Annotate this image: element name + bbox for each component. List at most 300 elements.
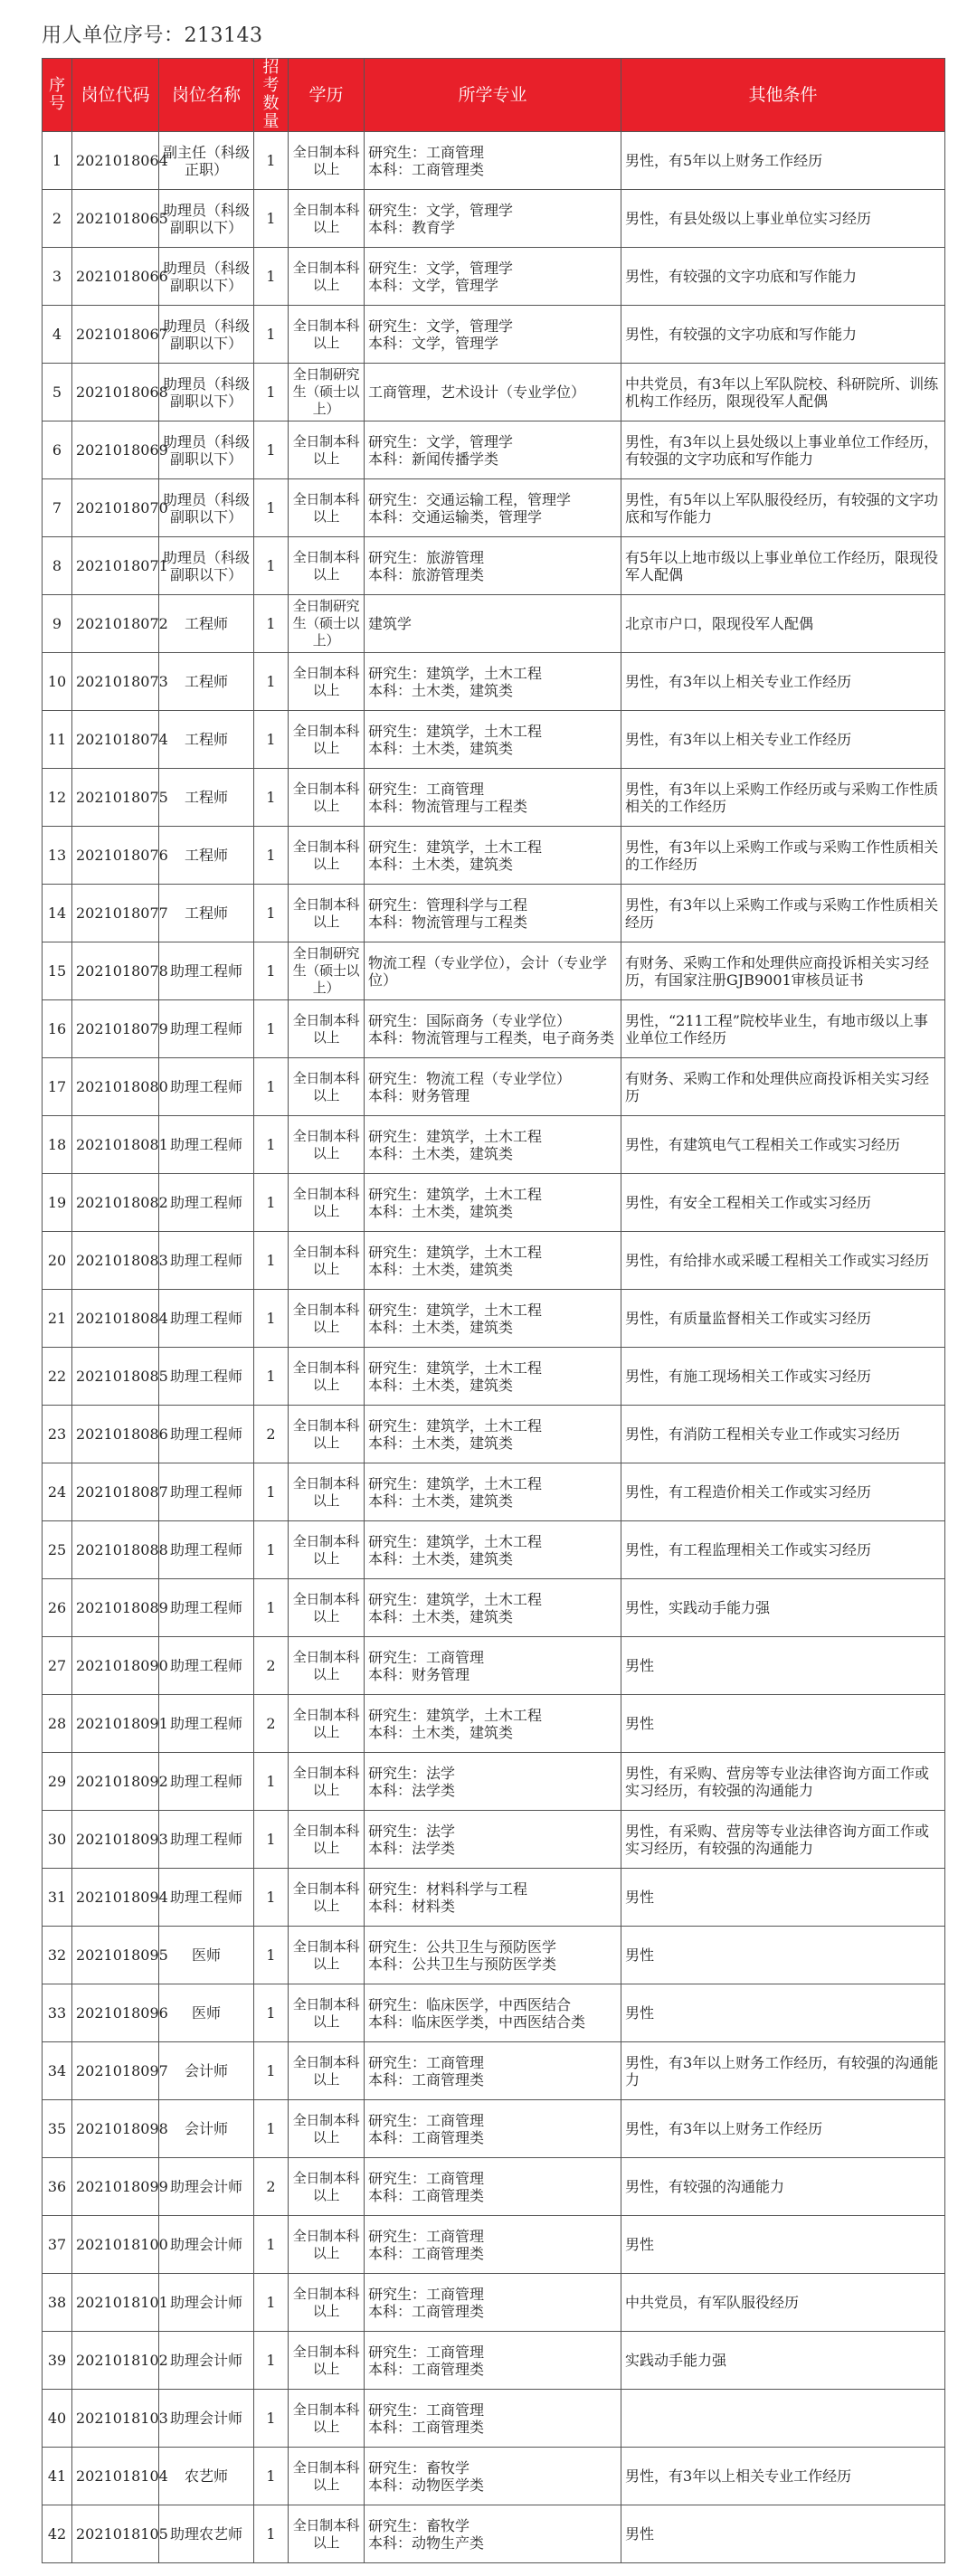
cell-no: 3 — [43, 248, 72, 306]
cell-no: 34 — [43, 2042, 72, 2100]
cell-major: 研究生：畜牧学 本科：动物医学类 — [365, 2448, 621, 2505]
table-row — [43, 1000, 945, 1058]
cell-major: 研究生：建筑学，土木工程 本科：土木类，建筑类 — [365, 1174, 621, 1232]
cell-major: 研究生：建筑学，土木工程 本科：土木类，建筑类 — [365, 1695, 621, 1753]
cell-education: 全日制研究生（硕士以上） — [289, 364, 365, 421]
cell-count: 1 — [254, 2216, 289, 2274]
cell-code: 2021018080 — [72, 1058, 159, 1116]
cell-education: 全日制本科以上 — [289, 479, 365, 537]
cell-count: 1 — [254, 1579, 289, 1637]
cell-position-name: 助理工程师 — [159, 1232, 254, 1290]
cell-education: 全日制本科以上 — [289, 1579, 365, 1637]
cell-count: 1 — [254, 1058, 289, 1116]
cell-count: 1 — [254, 1869, 289, 1927]
cell-education: 全日制本科以上 — [289, 2042, 365, 2100]
cell-no: 12 — [43, 769, 72, 827]
cell-other-conditions: 男性 — [621, 2216, 945, 2274]
cell-code: 2021018085 — [72, 1348, 159, 1406]
cell-position-name: 助理工程师 — [159, 1058, 254, 1116]
cell-code: 2021018069 — [72, 421, 159, 479]
cell-code: 2021018067 — [72, 306, 159, 364]
table-row — [43, 1406, 945, 1463]
cell-code: 2021018074 — [72, 711, 159, 769]
cell-other-conditions: 男性 — [621, 1637, 945, 1695]
cell-position-name: 医师 — [159, 1927, 254, 1984]
table-row — [43, 2505, 945, 2563]
cell-other-conditions: 有5年以上地市级以上事业单位工作经历，限现役军人配偶 — [621, 537, 945, 595]
cell-count: 2 — [254, 1406, 289, 1463]
cell-no: 2 — [43, 190, 72, 248]
cell-no: 13 — [43, 827, 72, 885]
cell-education: 全日制本科以上 — [289, 1290, 365, 1348]
cell-other-conditions: 男性 — [621, 1984, 945, 2042]
cell-major: 研究生：建筑学，土木工程 本科：土木类，建筑类 — [365, 653, 621, 711]
cell-code: 2021018094 — [72, 1869, 159, 1927]
cell-other-conditions: 男性，有3年以上采购工作或与采购工作性质相关经历 — [621, 885, 945, 942]
cell-count: 1 — [254, 1116, 289, 1174]
cell-major: 研究生：文学，管理学 本科：文学，管理学 — [365, 248, 621, 306]
cell-position-name: 助理员（科级副职以下） — [159, 479, 254, 537]
cell-position-name: 工程师 — [159, 653, 254, 711]
cell-other-conditions: 男性，有质量监督相关工作或实习经历 — [621, 1290, 945, 1348]
cell-no: 11 — [43, 711, 72, 769]
cell-no: 25 — [43, 1521, 72, 1579]
cell-other-conditions: 男性，有较强的文字功底和写作能力 — [621, 248, 945, 306]
table-row — [43, 1348, 945, 1406]
table-row — [43, 306, 945, 364]
cell-education: 全日制本科以上 — [289, 2158, 365, 2216]
cell-other-conditions: 男性，有3年以上财务工作经历 — [621, 2100, 945, 2158]
cell-code: 2021018102 — [72, 2332, 159, 2390]
cell-major: 研究生：交通运输工程，管理学 本科：交通运输类，管理学 — [365, 479, 621, 537]
table-row — [43, 595, 945, 653]
table-row — [43, 132, 945, 190]
cell-major: 建筑学 — [365, 595, 621, 653]
cell-major: 研究生：旅游管理 本科：旅游管理类 — [365, 537, 621, 595]
cell-code: 2021018097 — [72, 2042, 159, 2100]
header-major: 所学专业 — [365, 59, 621, 132]
cell-code: 2021018072 — [72, 595, 159, 653]
cell-major: 研究生：建筑学，土木工程 本科：土木类，建筑类 — [365, 1579, 621, 1637]
cell-other-conditions: 男性，有安全工程相关工作或实习经历 — [621, 1174, 945, 1232]
cell-other-conditions: 男性，有3年以上相关专业工作经历 — [621, 653, 945, 711]
cell-other-conditions: 男性，有3年以上采购工作经历或与采购工作性质相关的工作经历 — [621, 769, 945, 827]
cell-education: 全日制本科以上 — [289, 2448, 365, 2505]
cell-education: 全日制本科以上 — [289, 132, 365, 190]
cell-count: 1 — [254, 653, 289, 711]
table-row — [43, 769, 945, 827]
unit-number-label: 用人单位序号：213143 — [42, 24, 263, 47]
cell-no: 23 — [43, 1406, 72, 1463]
table-row — [43, 827, 945, 885]
cell-major: 研究生：临床医学，中西医结合 本科：临床医学类，中西医结合类 — [365, 1984, 621, 2042]
cell-other-conditions: 男性，有较强的文字功底和写作能力 — [621, 306, 945, 364]
header-count: 招考数量 — [254, 59, 289, 132]
cell-code: 2021018090 — [72, 1637, 159, 1695]
cell-count: 1 — [254, 306, 289, 364]
cell-count: 1 — [254, 1463, 289, 1521]
cell-code: 2021018098 — [72, 2100, 159, 2158]
table-row — [43, 1869, 945, 1927]
table-row — [43, 2158, 945, 2216]
table-row — [43, 1927, 945, 1984]
cell-major: 研究生：法学 本科：法学类 — [365, 1811, 621, 1869]
cell-code: 2021018091 — [72, 1695, 159, 1753]
cell-education: 全日制本科以上 — [289, 1116, 365, 1174]
cell-position-name: 助理员（科级副职以下） — [159, 190, 254, 248]
cell-no: 17 — [43, 1058, 72, 1116]
cell-major: 研究生：工商管理 本科：工商管理类 — [365, 2332, 621, 2390]
cell-count: 1 — [254, 1984, 289, 2042]
cell-code: 2021018093 — [72, 1811, 159, 1869]
cell-code: 2021018075 — [72, 769, 159, 827]
cell-count: 1 — [254, 1290, 289, 1348]
cell-count: 1 — [254, 1753, 289, 1811]
header-no: 序号 — [43, 59, 72, 132]
cell-education: 全日制本科以上 — [289, 1348, 365, 1406]
cell-education: 全日制本科以上 — [289, 306, 365, 364]
table-row — [43, 885, 945, 942]
cell-position-name: 助理员（科级副职以下） — [159, 306, 254, 364]
cell-education: 全日制本科以上 — [289, 2332, 365, 2390]
cell-position-name: 助理员（科级副职以下） — [159, 364, 254, 421]
cell-code: 2021018087 — [72, 1463, 159, 1521]
cell-count: 1 — [254, 827, 289, 885]
table-row — [43, 2332, 945, 2390]
cell-other-conditions: 中共党员，有3年以上军队院校、科研院所、训练机构工作经历，限现役军人配偶 — [621, 364, 945, 421]
cell-education: 全日制本科以上 — [289, 2390, 365, 2448]
cell-other-conditions — [621, 2390, 945, 2448]
cell-code: 2021018086 — [72, 1406, 159, 1463]
cell-position-name: 助理员（科级副职以下） — [159, 537, 254, 595]
cell-no: 19 — [43, 1174, 72, 1232]
cell-major: 研究生：工商管理 本科：工商管理类 — [365, 2274, 621, 2332]
cell-count: 1 — [254, 1811, 289, 1869]
cell-position-name: 助理工程师 — [159, 942, 254, 1000]
cell-position-name: 助理工程师 — [159, 1695, 254, 1753]
cell-education: 全日制本科以上 — [289, 1927, 365, 1984]
cell-education: 全日制本科以上 — [289, 769, 365, 827]
table-row — [43, 1637, 945, 1695]
cell-no: 35 — [43, 2100, 72, 2158]
table-row — [43, 1463, 945, 1521]
cell-no: 10 — [43, 653, 72, 711]
cell-education: 全日制研究生（硕士以上） — [289, 595, 365, 653]
cell-other-conditions: 男性，有给排水或采暖工程相关工作或实习经历 — [621, 1232, 945, 1290]
cell-no: 37 — [43, 2216, 72, 2274]
cell-count: 2 — [254, 1637, 289, 1695]
cell-no: 9 — [43, 595, 72, 653]
cell-education: 全日制本科以上 — [289, 1521, 365, 1579]
cell-code: 2021018082 — [72, 1174, 159, 1232]
cell-other-conditions: 男性 — [621, 1695, 945, 1753]
table-row — [43, 1521, 945, 1579]
cell-code: 2021018096 — [72, 1984, 159, 2042]
table-row — [43, 1232, 945, 1290]
table-row — [43, 1811, 945, 1869]
cell-major: 研究生：国际商务（专业学位） 本科：物流管理与工程类，电子商务类 — [365, 1000, 621, 1058]
cell-no: 16 — [43, 1000, 72, 1058]
cell-no: 42 — [43, 2505, 72, 2563]
cell-no: 41 — [43, 2448, 72, 2505]
cell-education: 全日制本科以上 — [289, 2216, 365, 2274]
table-row — [43, 942, 945, 1000]
cell-count: 1 — [254, 885, 289, 942]
cell-no: 7 — [43, 479, 72, 537]
cell-no: 14 — [43, 885, 72, 942]
cell-other-conditions: 男性，有3年以上相关专业工作经历 — [621, 711, 945, 769]
cell-major: 研究生：公共卫生与预防医学 本科：公共卫生与预防医学类 — [365, 1927, 621, 1984]
cell-position-name: 助理工程师 — [159, 1116, 254, 1174]
cell-education: 全日制本科以上 — [289, 653, 365, 711]
cell-code: 2021018092 — [72, 1753, 159, 1811]
table-row — [43, 1174, 945, 1232]
cell-position-name: 助理农艺师 — [159, 2505, 254, 2563]
cell-other-conditions: 男性，“211工程”院校毕业生，有地市级以上事业单位工作经历 — [621, 1000, 945, 1058]
cell-count: 2 — [254, 2158, 289, 2216]
cell-position-name: 助理员（科级副职以下） — [159, 248, 254, 306]
cell-other-conditions: 有财务、采购工作和处理供应商投诉相关实习经历 — [621, 1058, 945, 1116]
cell-count: 1 — [254, 132, 289, 190]
cell-other-conditions: 男性，有工程造价相关工作或实习经历 — [621, 1463, 945, 1521]
table-row — [43, 1695, 945, 1753]
cell-count: 1 — [254, 2100, 289, 2158]
cell-education: 全日制本科以上 — [289, 1984, 365, 2042]
cell-no: 32 — [43, 1927, 72, 1984]
cell-count: 1 — [254, 2505, 289, 2563]
cell-count: 1 — [254, 2390, 289, 2448]
cell-major: 研究生：工商管理 本科：工商管理类 — [365, 132, 621, 190]
cell-no: 40 — [43, 2390, 72, 2448]
cell-no: 27 — [43, 1637, 72, 1695]
cell-major: 研究生：工商管理 本科：工商管理类 — [365, 2216, 621, 2274]
cell-code: 2021018064 — [72, 132, 159, 190]
cell-position-name: 助理工程师 — [159, 1406, 254, 1463]
cell-no: 31 — [43, 1869, 72, 1927]
cell-other-conditions: 实践动手能力强 — [621, 2332, 945, 2390]
cell-count: 1 — [254, 1348, 289, 1406]
cell-no: 29 — [43, 1753, 72, 1811]
cell-count: 1 — [254, 769, 289, 827]
cell-position-name: 助理员（科级副职以下） — [159, 421, 254, 479]
cell-count: 1 — [254, 1232, 289, 1290]
cell-no: 39 — [43, 2332, 72, 2390]
cell-position-name: 工程师 — [159, 595, 254, 653]
cell-major: 研究生：文学，管理学 本科：新闻传播学类 — [365, 421, 621, 479]
cell-education: 全日制本科以上 — [289, 1811, 365, 1869]
cell-education: 全日制本科以上 — [289, 2274, 365, 2332]
cell-major: 研究生：畜牧学 本科：动物生产类 — [365, 2505, 621, 2563]
cell-education: 全日制本科以上 — [289, 1058, 365, 1116]
cell-position-name: 助理工程师 — [159, 1521, 254, 1579]
cell-education: 全日制本科以上 — [289, 537, 365, 595]
cell-code: 2021018103 — [72, 2390, 159, 2448]
cell-major: 研究生：工商管理 本科：工商管理类 — [365, 2390, 621, 2448]
cell-count: 1 — [254, 537, 289, 595]
cell-no: 5 — [43, 364, 72, 421]
cell-education: 全日制本科以上 — [289, 2100, 365, 2158]
cell-count: 1 — [254, 248, 289, 306]
cell-position-name: 助理工程师 — [159, 1290, 254, 1348]
cell-education: 全日制本科以上 — [289, 827, 365, 885]
cell-position-name: 助理工程师 — [159, 1174, 254, 1232]
table-row — [43, 653, 945, 711]
table-row — [43, 537, 945, 595]
cell-count: 1 — [254, 1521, 289, 1579]
cell-position-name: 助理会计师 — [159, 2158, 254, 2216]
header-code: 岗位代码 — [72, 59, 159, 132]
cell-no: 20 — [43, 1232, 72, 1290]
cell-major: 物流工程（专业学位），会计（专业学位） — [365, 942, 621, 1000]
header-edu: 学历 — [289, 59, 365, 132]
cell-position-name: 工程师 — [159, 827, 254, 885]
cell-code: 2021018071 — [72, 537, 159, 595]
cell-count: 1 — [254, 595, 289, 653]
cell-education: 全日制本科以上 — [289, 248, 365, 306]
cell-count: 1 — [254, 364, 289, 421]
cell-other-conditions: 男性，有施工现场相关工作或实习经历 — [621, 1348, 945, 1406]
cell-code: 2021018101 — [72, 2274, 159, 2332]
cell-count: 1 — [254, 2448, 289, 2505]
cell-other-conditions: 男性，有消防工程相关专业工作或实习经历 — [621, 1406, 945, 1463]
cell-education: 全日制本科以上 — [289, 711, 365, 769]
cell-position-name: 工程师 — [159, 711, 254, 769]
cell-count: 1 — [254, 421, 289, 479]
cell-code: 2021018100 — [72, 2216, 159, 2274]
cell-count: 1 — [254, 2332, 289, 2390]
cell-position-name: 助理会计师 — [159, 2274, 254, 2332]
cell-no: 36 — [43, 2158, 72, 2216]
cell-major: 研究生：建筑学，土木工程 本科：土木类，建筑类 — [365, 1521, 621, 1579]
cell-position-name: 农艺师 — [159, 2448, 254, 2505]
cell-code: 2021018081 — [72, 1116, 159, 1174]
table-row — [43, 248, 945, 306]
cell-code: 2021018079 — [72, 1000, 159, 1058]
cell-other-conditions: 男性，有较强的沟通能力 — [621, 2158, 945, 2216]
table-row — [43, 1058, 945, 1116]
cell-code: 2021018099 — [72, 2158, 159, 2216]
cell-other-conditions: 男性，有3年以上采购工作或与采购工作性质相关的工作经历 — [621, 827, 945, 885]
cell-other-conditions: 男性，有3年以上相关专业工作经历 — [621, 2448, 945, 2505]
cell-no: 28 — [43, 1695, 72, 1753]
cell-education: 全日制本科以上 — [289, 1406, 365, 1463]
cell-code: 2021018105 — [72, 2505, 159, 2563]
cell-other-conditions: 男性，有县处级以上事业单位实习经历 — [621, 190, 945, 248]
cell-major: 研究生：建筑学，土木工程 本科：土木类，建筑类 — [365, 1290, 621, 1348]
cell-no: 22 — [43, 1348, 72, 1406]
cell-education: 全日制本科以上 — [289, 1637, 365, 1695]
cell-education: 全日制本科以上 — [289, 1174, 365, 1232]
cell-position-name: 助理工程师 — [159, 1348, 254, 1406]
table-header-row — [43, 59, 945, 132]
cell-code: 2021018068 — [72, 364, 159, 421]
cell-other-conditions: 有财务、采购工作和处理供应商投诉相关实习经历，有国家注册GJB9001审核员证书 — [621, 942, 945, 1000]
cell-no: 30 — [43, 1811, 72, 1869]
cell-other-conditions: 男性 — [621, 2505, 945, 2563]
cell-code: 2021018065 — [72, 190, 159, 248]
cell-no: 26 — [43, 1579, 72, 1637]
cell-major: 研究生：建筑学，土木工程 本科：土木类，建筑类 — [365, 827, 621, 885]
cell-position-name: 助理工程师 — [159, 1463, 254, 1521]
cell-code: 2021018104 — [72, 2448, 159, 2505]
table-row — [43, 1984, 945, 2042]
cell-position-name: 工程师 — [159, 885, 254, 942]
cell-code: 2021018078 — [72, 942, 159, 1000]
cell-code: 2021018089 — [72, 1579, 159, 1637]
cell-education: 全日制本科以上 — [289, 1232, 365, 1290]
cell-other-conditions: 男性 — [621, 1927, 945, 1984]
cell-position-name: 助理工程师 — [159, 1579, 254, 1637]
table-row — [43, 479, 945, 537]
cell-major: 研究生：法学 本科：法学类 — [365, 1753, 621, 1811]
cell-code: 2021018070 — [72, 479, 159, 537]
cell-count: 1 — [254, 190, 289, 248]
cell-major: 研究生：工商管理 本科：工商管理类 — [365, 2100, 621, 2158]
table-row — [43, 421, 945, 479]
cell-no: 21 — [43, 1290, 72, 1348]
cell-other-conditions: 男性，有采购、营房等专业法律咨询方面工作或实习经历，有较强的沟通能力 — [621, 1753, 945, 1811]
cell-major: 研究生：工商管理 本科：物流管理与工程类 — [365, 769, 621, 827]
cell-count: 1 — [254, 711, 289, 769]
cell-other-conditions: 中共党员，有军队服役经历 — [621, 2274, 945, 2332]
cell-count: 1 — [254, 2274, 289, 2332]
cell-position-name: 助理工程师 — [159, 1000, 254, 1058]
cell-education: 全日制本科以上 — [289, 2505, 365, 2563]
cell-other-conditions: 男性，有采购、营房等专业法律咨询方面工作或实习经历，有较强的沟通能力 — [621, 1811, 945, 1869]
cell-code: 2021018088 — [72, 1521, 159, 1579]
table-row — [43, 1290, 945, 1348]
cell-no: 38 — [43, 2274, 72, 2332]
cell-count: 1 — [254, 2042, 289, 2100]
cell-major: 研究生：建筑学，土木工程 本科：土木类，建筑类 — [365, 1348, 621, 1406]
cell-major: 研究生：建筑学，土木工程 本科：土木类，建筑类 — [365, 711, 621, 769]
cell-education: 全日制本科以上 — [289, 1463, 365, 1521]
cell-count: 1 — [254, 1000, 289, 1058]
cell-other-conditions: 男性，有3年以上财务工作经历，有较强的沟通能力 — [621, 2042, 945, 2100]
cell-no: 8 — [43, 537, 72, 595]
cell-education: 全日制本科以上 — [289, 885, 365, 942]
cell-education: 全日制研究生（硕士以上） — [289, 942, 365, 1000]
cell-major: 研究生：建筑学，土木工程 本科：土木类，建筑类 — [365, 1463, 621, 1521]
cell-other-conditions: 男性，有建筑电气工程相关工作或实习经历 — [621, 1116, 945, 1174]
cell-code: 2021018077 — [72, 885, 159, 942]
cell-major: 研究生：建筑学，土木工程 本科：土木类，建筑类 — [365, 1406, 621, 1463]
cell-position-name: 医师 — [159, 1984, 254, 2042]
cell-count: 1 — [254, 1927, 289, 1984]
cell-position-name: 工程师 — [159, 769, 254, 827]
table-row — [43, 1579, 945, 1637]
cell-education: 全日制本科以上 — [289, 190, 365, 248]
cell-major: 研究生：工商管理 本科：工商管理类 — [365, 2042, 621, 2100]
table-row — [43, 2100, 945, 2158]
cell-count: 2 — [254, 1695, 289, 1753]
cell-code: 2021018084 — [72, 1290, 159, 1348]
table-row — [43, 1116, 945, 1174]
header-name: 岗位名称 — [159, 59, 254, 132]
cell-other-conditions: 男性，有3年以上县处级以上事业单位工作经历，有较强的文字功底和写作能力 — [621, 421, 945, 479]
cell-position-name: 副主任（科级正职） — [159, 132, 254, 190]
cell-no: 15 — [43, 942, 72, 1000]
cell-position-name: 助理工程师 — [159, 1637, 254, 1695]
table-row — [43, 711, 945, 769]
cell-major: 研究生：物流工程（专业学位） 本科：财务管理 — [365, 1058, 621, 1116]
cell-education: 全日制本科以上 — [289, 421, 365, 479]
cell-major: 工商管理，艺术设计（专业学位） — [365, 364, 621, 421]
cell-count: 1 — [254, 1174, 289, 1232]
cell-code: 2021018076 — [72, 827, 159, 885]
cell-major: 研究生：文学，管理学 本科：文学，管理学 — [365, 306, 621, 364]
cell-position-name: 助理工程师 — [159, 1811, 254, 1869]
